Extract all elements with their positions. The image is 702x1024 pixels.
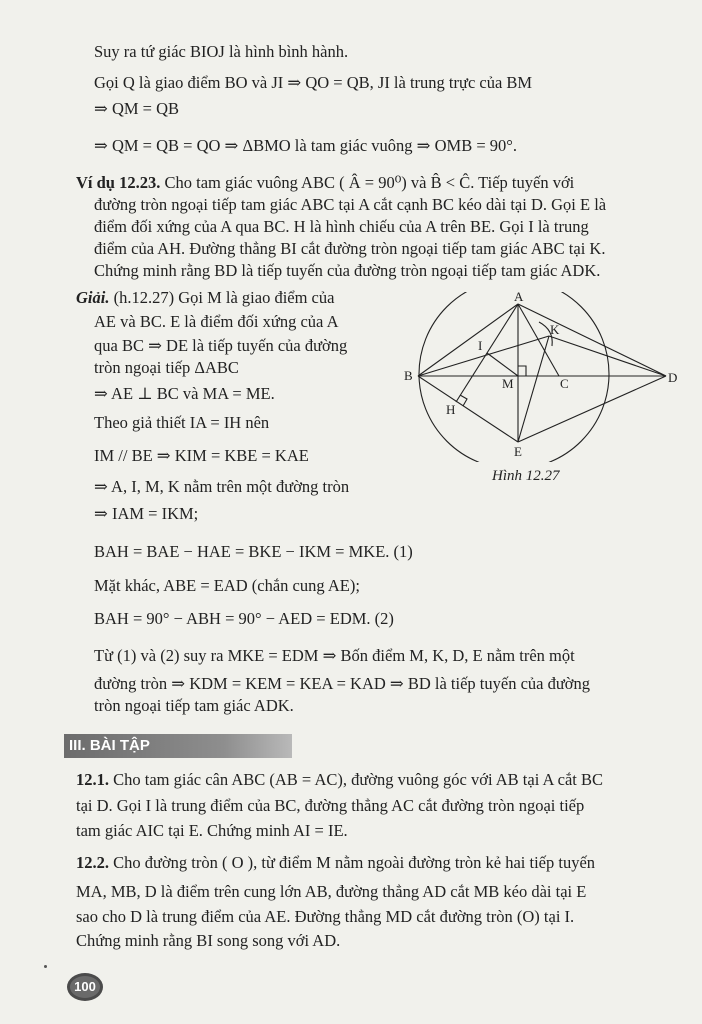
example-heading-line: Ví dụ 12.23. Cho tam giác vuông ABC ( Â = 90⁰) và B̂ < Ĉ. Tiếp tuyến với: [76, 173, 575, 192]
text-line: Mặt khác, ABE = EAD (chắn cung AE);: [94, 576, 360, 595]
solution-line: Giải. (h.12.27) Gọi M là giao điểm của: [76, 288, 335, 307]
text-line: Từ (1) và (2) suy ra MKE = EDM ⇒ Bốn điểm M, K, D, E nằm trên một: [94, 646, 575, 665]
line-bk: [418, 336, 549, 376]
text-line: tam giác AIC tại E. Chứng minh AI = IE.: [76, 821, 348, 840]
geometry-diagram: [404, 292, 694, 462]
exercise-line: 12.2. Cho đường tròn ( O ), từ điểm M nằm ngoài đường tròn kẻ hai tiếp tuyến: [76, 853, 596, 872]
section-title: III. BÀI TẬP: [69, 737, 150, 754]
label-a: A: [514, 292, 524, 304]
label-i: I: [478, 338, 483, 353]
text-line: sao cho D là trung điểm của AE. Đường thẳng MD cắt đường tròn (O) tại I.: [76, 907, 575, 926]
text-line: IM // BE ⇒ KIM = KBE = KAE: [94, 446, 309, 465]
label-h: H: [446, 402, 456, 417]
text-line: ⇒ QM = QB = QO ⇒ ΔBMO là tam giác vuông ⇒ OMB = 90°.: [94, 136, 518, 155]
text-line: ⇒ QM = QB: [94, 99, 180, 118]
text-line: tại D. Gọi I là trung điểm của BC, đường thẳng AC cắt đường tròn ngoại tiếp: [76, 796, 585, 815]
circumcircle: [419, 292, 609, 462]
page-number: 100: [74, 979, 96, 994]
line-ke: [518, 336, 549, 442]
label-d: D: [668, 370, 678, 385]
label-m: M: [502, 376, 514, 391]
text-line: qua BC ⇒ DE là tiếp tuyến của đường: [94, 336, 348, 355]
text-line: đường tròn ngoại tiếp tam giác ABC tại A cắt cạnh BC kéo dài tại D. Gọi E là: [94, 195, 607, 214]
text-line: BAH = BAE − HAE = BKE − IKM = MKE. (1): [94, 542, 413, 561]
margin-dot: [44, 965, 47, 968]
text-line: AE và BC. E là điểm đối xứng của A: [94, 312, 339, 331]
page-number-badge: [66, 972, 104, 1002]
text-line: Chứng minh rằng BI song song với AD.: [76, 931, 341, 950]
figure-caption: Hình 12.27: [492, 468, 560, 484]
text-line: tròn ngoại tiếp ΔABC: [94, 358, 239, 377]
label-e: E: [514, 444, 522, 459]
line-ac: [518, 304, 559, 376]
section-header: [64, 734, 292, 758]
text-line: Theo giả thiết IA = IH nên: [94, 413, 270, 432]
text-line: ⇒ AE ⊥ BC và MA = ME.: [94, 384, 275, 403]
text-line: ⇒ IAM = IKM;: [94, 504, 199, 523]
text-line: đường tròn ⇒ KDM = KEM = KEA = KAD ⇒ BD là tiếp tuyến của đường: [94, 674, 591, 693]
line-kd: [549, 336, 666, 376]
label-c: C: [560, 376, 569, 391]
label-k: K: [550, 322, 560, 337]
text-line: MA, MB, D là điểm trên cung lớn AB, đường thẳng AD cắt MB kéo dài tại E: [76, 882, 587, 901]
text-line: tròn ngoại tiếp tam giác ADK.: [94, 696, 294, 715]
text-line: Suy ra tứ giác BIOJ là hình bình hành.: [94, 42, 349, 61]
line-ed: [518, 376, 666, 442]
text-line: Gọi Q là giao điểm BO và JI ⇒ QO = QB, JI là trung trực của BM: [94, 73, 533, 92]
label-b: B: [404, 368, 413, 383]
right-angle-m: [518, 366, 526, 376]
text-line: điểm của AH. Đường thẳng BI cắt đường tròn ngoại tiếp tam giác ABC tại K.: [94, 239, 606, 258]
exercise-line: 12.1. Cho tam giác cân ABC (AB = AC), đường vuông góc với AB tại A cắt BC: [76, 770, 604, 789]
text-line: Chứng minh rằng BD là tiếp tuyến của đường tròn ngoại tiếp tam giác ADK.: [94, 261, 601, 280]
line-im: [487, 353, 518, 376]
text-line: BAH = 90° − ABH = 90° − AED = EDM. (2): [94, 609, 394, 628]
geometry-figure: [404, 292, 694, 467]
text-line: điểm đối xứng của A qua BC. H là hình chiếu của A trên BE. Gọi I là trung: [94, 217, 589, 236]
text-line: ⇒ A, I, M, K nằm trên một đường tròn: [94, 477, 350, 496]
